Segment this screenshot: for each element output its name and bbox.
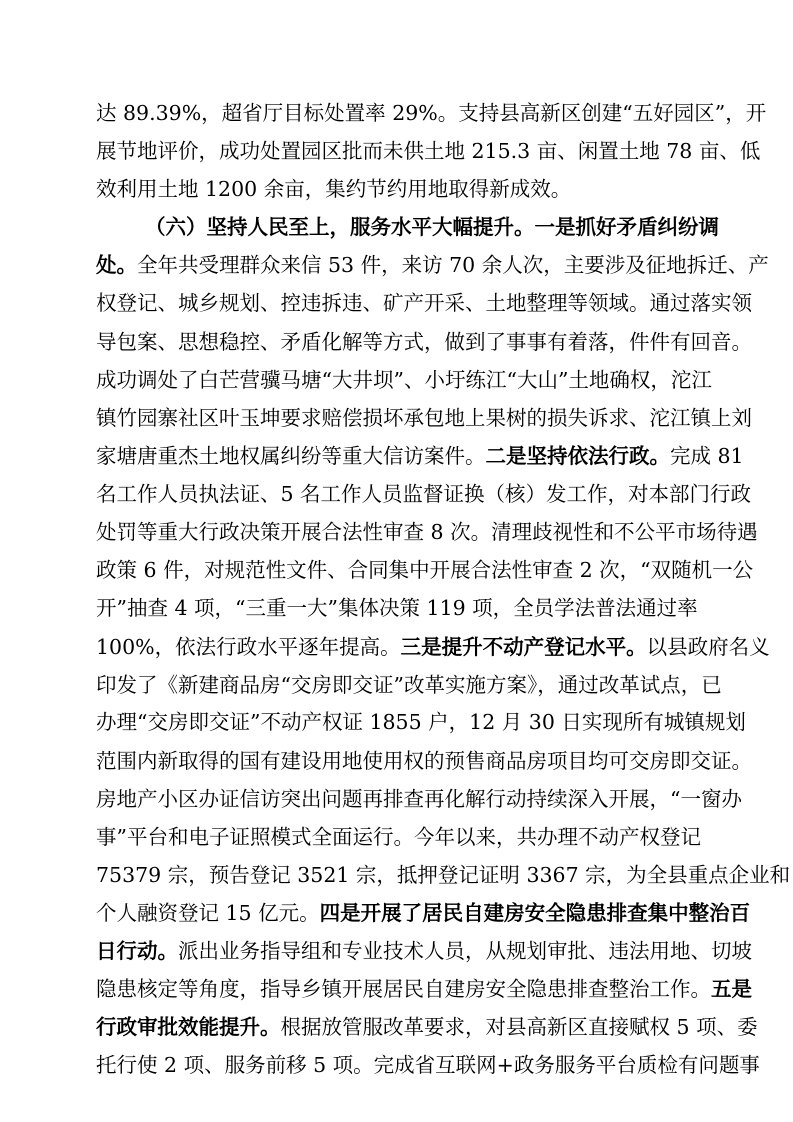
text-segment: 名工作人员执法证、5 名工作人员监督证换（核）发工作，对本部门行政 [96,482,752,506]
text-line [96,367,712,393]
bold-text-segment: （六）坚持人民至上，服务水平大幅提升。一是抓好矛盾纠纷调 [145,215,719,239]
text-line [96,786,742,812]
bold-text-segment: 日行动。 [96,939,178,963]
text-line [96,976,752,1002]
bold-text-segment: 二是坚持依法行政。 [485,444,670,468]
text-segment: 权登记、城乡规划、控违拆违、矿产开采、土地整理等领域。通过落实领 [96,291,752,315]
text-line [96,481,751,507]
bold-text-segment: 三是提升不动产登记水平。 [400,635,647,659]
text-line [96,405,752,431]
text-segment: 开”抽查 4 项，“三重一大”集体决策 119 项，全员学法普法通过率 [96,596,698,620]
text-segment: 个人融资登记 15 亿元。 [96,901,320,925]
text-line [96,595,698,621]
text-line [96,1052,760,1078]
text-line [96,176,571,202]
text-line [96,100,766,126]
text-line [96,519,758,545]
text-segment: 派出业务指导组和专业技术人员，从规划审批、违法用地、切坡 [178,939,752,963]
text-segment: 根据放管服改革要求，对县高新区直接赋权 5 项、委 [280,1015,758,1039]
text-line [96,290,752,316]
text-line [96,634,770,660]
text-line [96,938,752,964]
text-segment: 范围内新取得的国有建设用地使用权的预售商品房项目均可交房即交证。 [96,749,752,773]
text-segment: 处罚等重大行政决策开展合法性审查 8 次。清理歧视性和不公平市场待遇 [96,520,758,544]
text-segment: 事”平台和电子证照模式全面运行。今年以来，共办理不动产权登记 [96,825,701,849]
text-segment: 办理“交房即交证”不动产权证 1855 户，12 月 30 日实现所有城镇规划 [96,710,746,734]
text-segment: 房地产小区办证信访突出问题再排查再化解行动持续深入开展，“一窗办 [96,787,742,811]
text-segment: 75379 宗，预告登记 3521 宗，抵押登记证明 3367 宗，为全县重点企业和 [96,863,791,887]
text-line [96,1014,758,1040]
text-line [96,824,701,850]
text-segment: 印发了《新建商品房“交房即交证”改革实施方案》，通过改革试点，已 [96,673,722,697]
text-segment: 托行使 2 项、服务前移 5 项。完成省互联网+政务服务平台质检有问题事 [96,1053,760,1077]
text-line [96,252,769,278]
text-segment: 达 89.39%，超省厅目标处置率 29%。支持县高新区创建“五好园区”，开 [96,101,767,125]
text-line [96,748,752,774]
text-line [96,862,790,888]
text-segment: 全年共受理群众来信 53 件，来访 70 余人次，主要涉及征地拆迁、产 [137,253,769,277]
text-line [96,443,744,469]
bold-text-segment: 五是 [711,977,752,1001]
text-segment: 镇竹园寨社区叶玉坤要求赔偿损坏承包地上果树的损失诉求、沱江镇上刘 [96,406,752,430]
text-segment: 导包案、思想稳控、矛盾化解等方式，做到了事事有着落，件件有回音。 [96,330,752,354]
text-segment: 家塘唐重杰土地权属纠纷等重大信访案件。 [96,444,486,468]
text-segment: 成功调处了白芒营骥马塘“大井坝”、小圩练江“大山”土地确权，沱江 [96,368,712,392]
text-segment: 政策 6 件，对规范性文件、合同集中开展合法性审查 2 次，“双随机一公 [96,558,754,582]
text-line [96,709,746,735]
text-line [145,214,719,240]
text-line [96,138,760,164]
text-line [96,900,750,926]
text-segment: 隐患核定等角度，指导乡镇开展居民自建房安全隐患排查整治工作。 [96,977,711,1001]
text-segment: 100%，依法行政水平逐年提高。 [96,635,401,659]
text-segment: 完成 81 [670,444,744,468]
bold-text-segment: 行政审批效能提升。 [96,1015,281,1039]
text-line [96,329,752,355]
text-line [96,557,753,583]
bold-text-segment: 处。 [96,253,137,277]
bold-text-segment: 四是开展了居民自建房安全隐患排查集中整治百 [319,901,751,925]
text-segment: 以县政府名义 [646,635,770,659]
text-line [96,672,722,698]
text-segment: 展节地评价，成功处置园区批而未供土地 215.3 亩、闲置土地 78 亩、低 [96,139,761,163]
text-segment: 效利用土地 1200 余亩，集约节约用地取得新成效。 [96,177,572,201]
